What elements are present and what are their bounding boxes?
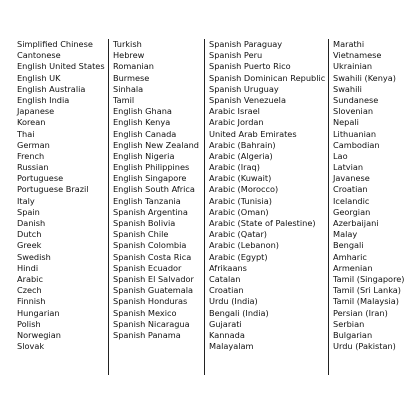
- language-item: Slovak: [17, 341, 45, 352]
- language-item: Burmese: [113, 72, 150, 83]
- language-item: Swahili (Kenya): [333, 72, 396, 83]
- language-item: Icelandic: [333, 195, 370, 206]
- language-item: Sinhala: [113, 83, 144, 94]
- language-item: Arabic (Algeria): [209, 150, 273, 161]
- language-item: Marathi: [333, 39, 365, 49]
- language-item: German: [17, 139, 50, 150]
- language-item: Finnish: [17, 296, 46, 307]
- language-item: Hindi: [17, 262, 39, 273]
- language-item: Arabic (Iraq): [209, 162, 260, 173]
- column-divider: [204, 39, 205, 375]
- language-item: English South Africa: [113, 184, 195, 195]
- language-item: Thai: [17, 128, 35, 139]
- language-item: Spanish Dominican Republic: [209, 72, 326, 83]
- language-item: Spanish Colombia: [113, 240, 187, 251]
- language-item: Slovenian: [333, 106, 374, 117]
- language-item: Urdu (Pakistan): [333, 341, 396, 352]
- language-item: Portuguese Brazil: [17, 184, 89, 195]
- language-column-2: [113, 39, 205, 375]
- column-divider: [108, 39, 109, 375]
- language-item: Lithuanian: [333, 128, 377, 139]
- language-item: Japanese: [17, 106, 55, 117]
- language-item: Arabic (Lebanon): [209, 240, 280, 251]
- language-item: English India: [17, 94, 70, 105]
- language-item: Malay: [333, 229, 358, 240]
- language-item: Vietnamese: [333, 50, 382, 61]
- language-item: Spanish Costa Rica: [113, 251, 192, 262]
- language-item: Czech: [17, 285, 42, 296]
- language-item: Bulgarian: [333, 329, 373, 340]
- language-item: Spanish Mexico: [113, 307, 177, 318]
- language-item: Tamil (Singapore): [333, 273, 405, 284]
- language-item: Spanish Venezuela: [209, 94, 286, 105]
- language-item: Russian: [17, 162, 49, 173]
- language-item: Cantonese: [17, 50, 61, 61]
- language-item: Malayalam: [209, 341, 254, 352]
- language-item: Turkish: [113, 39, 142, 49]
- language-item: Arabic (Morocco): [209, 184, 279, 195]
- language-item: Spanish Honduras: [113, 296, 188, 307]
- language-item: Swedish: [17, 251, 51, 262]
- language-item: Tamil (Sri Lanka): [333, 285, 402, 296]
- language-item: Arabic (State of Palestine): [209, 218, 316, 228]
- language-item: English Ghana: [113, 106, 172, 117]
- language-item: Spanish Puerto Rico: [209, 61, 291, 72]
- language-item: Azerbaijani: [333, 218, 379, 228]
- language-item: English UK: [17, 72, 61, 83]
- language-item: Gujarati: [209, 318, 242, 329]
- language-item: Urdu (India): [209, 296, 258, 307]
- language-item: Danish: [17, 218, 46, 228]
- language-item: Hungarian: [17, 307, 60, 318]
- language-item: Spanish Argentina: [113, 206, 188, 217]
- language-item: Arabic Jordan: [209, 117, 264, 128]
- language-item: Arabic Israel: [209, 106, 260, 117]
- language-item: Arabic (Oman): [209, 206, 269, 217]
- language-item: Georgian: [333, 206, 371, 217]
- language-item: Tamil (Malaysia): [333, 296, 399, 307]
- language-item: English Canada: [113, 128, 177, 139]
- language-item: Spanish El Salvador: [113, 273, 194, 284]
- language-item: Croatian: [333, 184, 368, 195]
- language-item: Spanish Uruguay: [209, 83, 279, 94]
- column-divider: [328, 39, 329, 375]
- language-item: Polish: [17, 318, 41, 329]
- language-item: Lao: [333, 150, 348, 161]
- language-column-1: [17, 39, 109, 375]
- language-item: Romanian: [113, 61, 154, 72]
- language-item: Arabic (Kuwait): [209, 173, 272, 184]
- language-item: Dutch: [17, 229, 42, 240]
- language-item: English Australia: [17, 83, 86, 94]
- language-item: Spain: [17, 206, 40, 217]
- language-item: Spanish Bolivia: [113, 218, 176, 228]
- language-item: Croatian: [209, 285, 244, 296]
- language-item: Bengali (India): [209, 307, 269, 318]
- language-item: Italy: [17, 195, 35, 206]
- language-column-4: [333, 39, 411, 375]
- language-item: English Philippines: [113, 162, 190, 173]
- language-item: Spanish Nicaragua: [113, 318, 190, 329]
- language-item: Afrikaans: [209, 262, 247, 273]
- language-item: Cambodian: [333, 139, 380, 150]
- language-item: Simplified Chinese: [17, 39, 93, 49]
- language-item: Catalan: [209, 273, 241, 284]
- language-item: Spanish Panama: [113, 329, 181, 340]
- language-item: Portuguese: [17, 173, 64, 184]
- language-item: Hebrew: [113, 50, 145, 61]
- language-item: Greek: [17, 240, 42, 251]
- language-item: Kannada: [209, 329, 245, 340]
- language-item: Armenian: [333, 262, 373, 273]
- language-item: Arabic (Tunisia): [209, 195, 272, 206]
- language-item: Spanish Guatemala: [113, 285, 194, 296]
- language-table: [12, 39, 408, 375]
- language-item: Arabic: [17, 273, 43, 284]
- language-item: English Singapore: [113, 173, 187, 184]
- language-item: Persian (Iran): [333, 307, 388, 318]
- language-item: English New Zealand: [113, 139, 199, 150]
- language-item: Spanish Chile: [113, 229, 169, 240]
- language-item: English Nigeria: [113, 150, 175, 161]
- language-item: Spanish Paraguay: [209, 39, 283, 49]
- language-item: English Tanzania: [113, 195, 181, 206]
- language-item: Spanish Peru: [209, 50, 263, 61]
- language-item: Bengali: [333, 240, 364, 251]
- language-item: Spanish Ecuador: [113, 262, 182, 273]
- language-item: Nepali: [333, 117, 359, 128]
- language-item: Swahili: [333, 83, 362, 94]
- language-item: Norwegian: [17, 329, 61, 340]
- language-item: Ukrainian: [333, 61, 373, 72]
- language-item: Tamil: [113, 94, 135, 105]
- language-item: Arabic (Qatar): [209, 229, 268, 240]
- language-item: Amharic: [333, 251, 367, 262]
- language-column-3: [209, 39, 329, 375]
- language-item: English Kenya: [113, 117, 171, 128]
- language-item: Arabic (Bahrain): [209, 139, 276, 150]
- language-item: United Arab Emirates: [209, 128, 297, 139]
- language-item: Korean: [17, 117, 46, 128]
- language-item: Latvian: [333, 162, 364, 173]
- language-item: Serbian: [333, 318, 365, 329]
- language-item: English United States: [17, 61, 105, 72]
- language-item: Arabic (Egypt): [209, 251, 268, 262]
- language-item: Sundanese: [333, 94, 379, 105]
- language-item: Javanese: [333, 173, 370, 184]
- language-item: French: [17, 150, 45, 161]
